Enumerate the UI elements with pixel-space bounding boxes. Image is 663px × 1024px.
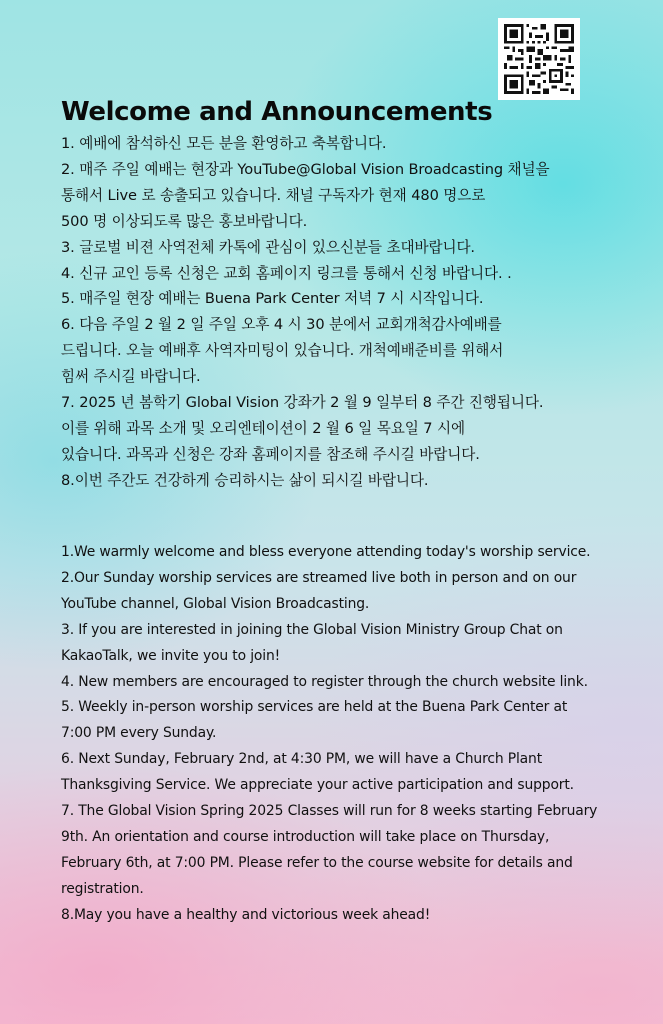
page-title: Welcome and Announcements [61, 97, 493, 127]
announcement-line: 힘써 주시길 바랍니다. [61, 368, 201, 386]
announcement-line: 통해서 Live 로 송출되고 있습니다. 채널 구독자가 현재 480 명으로 [61, 186, 486, 204]
announcement-line: 4. New members are encouraged to register through the church website link. [61, 673, 588, 690]
english-announcements [61, 540, 621, 929]
announcement-line: 4. 신규 교인 등록 신청은 교회 홈페이지 링크를 통해서 신청 바랍니다. . [61, 264, 512, 282]
announcement-line: Thanksgiving Service. We appreciate your active participation and support. [61, 777, 574, 794]
announcement-line: 2. 매주 주일 예배는 현장과 YouTube@Global Vision Broadcasting 채널을 [61, 160, 550, 178]
announcement-line: 500 명 이상되도록 많은 홍보바랍니다. [61, 212, 308, 230]
announcement-line: 드립니다. 오늘 예배후 사역자미팅이 있습니다. 개척예배준비를 위해서 [61, 342, 504, 360]
announcement-line: registration. [61, 880, 144, 897]
announcement-line: 5. Weekly in-person worship services are held at the Buena Park Center at [61, 699, 568, 716]
announcement-line: 3. 글로벌 비젼 사역전체 카톡에 관심이 있으신분들 초대바랍니다. [61, 238, 475, 256]
qr-code-icon [504, 24, 574, 94]
announcement-line: 8.이번 주간도 건강하게 승리하시는 삶이 되시길 바랍니다. [61, 471, 429, 489]
announcement-line: 3. If you are interested in joining the Global Vision Ministry Group Chat on [61, 621, 563, 638]
announcement-line: 7:00 PM every Sunday. [61, 725, 217, 742]
announcement-line: 1. 예배에 참석하신 모든 분을 환영하고 축복합니다. [61, 135, 387, 152]
announcement-line: 2.Our Sunday worship services are streamed live both in person and on our [61, 569, 577, 586]
announcement-line: 7. The Global Vision Spring 2025 Classes will run for 8 weeks starting February [61, 803, 598, 820]
announcement-line: 6. Next Sunday, February 2nd, at 4:30 PM, we will have a Church Plant [61, 751, 542, 768]
announcement-line: 5. 매주일 현장 예배는 Buena Park Center 저녁 7 시 시작입니다. [61, 290, 484, 308]
announcement-line: YouTube channel, Global Vision Broadcasting. [61, 595, 370, 612]
announcement-line: KakaoTalk, we invite you to join! [61, 647, 281, 664]
announcement-line: 1.We warmly welcome and bless everyone attending today's worship service. [61, 544, 591, 560]
qr-code[interactable] [498, 18, 580, 100]
korean-announcements [61, 131, 621, 494]
announcement-line: 7. 2025 년 봄학기 Global Vision 강좌가 2 월 9 일부터 8 주간 진행됩니다. [61, 394, 544, 412]
announcement-line: 8.May you have a healthy and victorious week ahead! [61, 906, 431, 923]
announcement-line: 6. 다음 주일 2 월 2 일 주일 오후 4 시 30 분에서 교회개척감사예배를 [61, 316, 502, 334]
announcement-line: 있습니다. 과목과 신청은 강좌 홈페이지를 참조해 주시길 바랍니다. [61, 445, 480, 463]
announcement-line: 이를 위해 과목 소개 및 오리엔테이션이 2 월 6 일 목요일 7 시에 [61, 419, 465, 437]
announcement-line: February 6th, at 7:00 PM. Please refer to the course website for details and [61, 854, 573, 871]
announcement-line: 9th. An orientation and course introduction will take place on Thursday, [61, 828, 550, 845]
